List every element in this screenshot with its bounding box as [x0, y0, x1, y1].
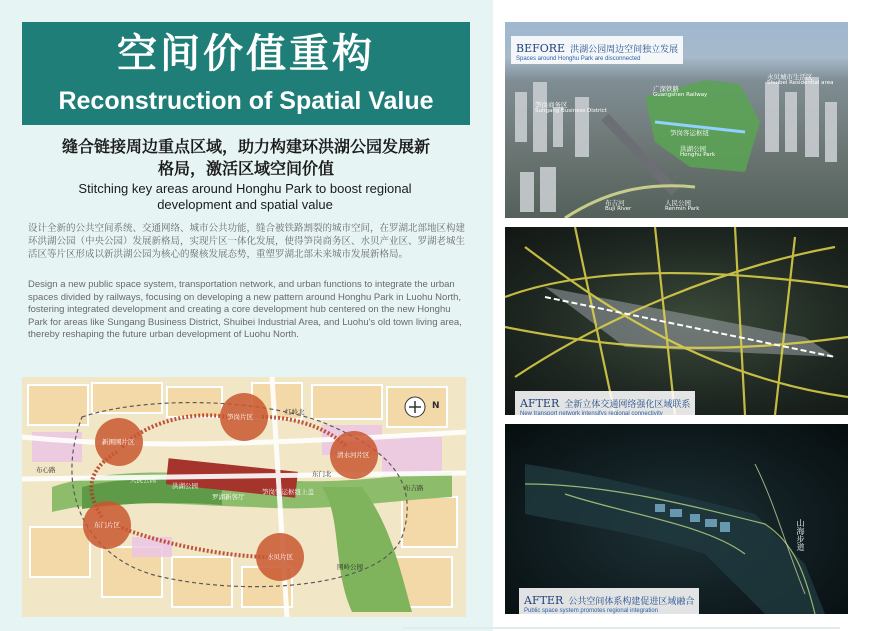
body-text-zh: 设计全新的公共空间系统、交通网络、城市公共功能，缝合被铁路割裂的城市空间，在罗湖北部地区构建环洪湖公园（中央公园）发展新格局，实现片区一体化发展，使得笋岗商务区、水贝产业区、罗湖老城生活区等片区形成以新洪湖公园为核心的聚核发展态势，重塑罗湖北部未来城市发展新格局。 [28, 223, 466, 260]
transport-caption-zh: 全新立体交通网络强化区域联系 [564, 400, 691, 410]
before-stage-label: BEFORE [516, 42, 566, 55]
public-space-caption [519, 588, 699, 614]
subtitle-zh-line1: 缝合链接周边重点区域，助力构建环洪湖公园发展新 [61, 137, 430, 156]
north-label: N [432, 401, 440, 411]
subtitle-en-line2: development and spatial value [157, 197, 333, 212]
before-caption-en: Spaces around Honghu Park are disconnected [516, 56, 641, 62]
before-caption-zh: 洪湖公园周边空间独立发展 [570, 45, 679, 55]
label-buji-river-en: Buji River [605, 206, 632, 212]
public-space-caption-en: Public space system promotes regional integration [524, 608, 659, 614]
bottom-divider [403, 627, 840, 629]
body-text-en: Design a new public space system, transportation network, and urban functions to integrate the urban spaces divided by railways, focusing on developing a new pattern around Honghu Park in Luohu North, fostering integrated development and creating a core development hub centered on the new Honghu Park for areas like Sungang Business District, Shuibei Industrial Area, and Luohu's old town living area, thereby reshaping the future urban development of Luohu North. [28, 279, 462, 341]
label-honghu-park: 洪湖公园 [680, 145, 706, 153]
subtitle-zh-line2: 格局，激活区域空间价值 [157, 159, 334, 178]
map-label-luohu-hub: 罗湖新客厅 [212, 493, 245, 501]
before-caption [511, 36, 683, 64]
label-railway-en: Guangshen Railway [653, 92, 708, 98]
transport-caption-en: New transport network intensifys regional connectivity [520, 411, 663, 415]
district-label-qingshuihe: 清水河片区 [337, 451, 370, 459]
label-honghu-park-en: Honghu Park [680, 152, 716, 158]
map-label-renmin-park: 人民公园 [130, 476, 156, 484]
page-title-en: Reconstruction of Spatial Value [58, 87, 434, 115]
label-renmin-park: 人民公园 [665, 199, 691, 207]
label-shuibei-en: Shuibei Residential area [767, 80, 834, 86]
map-label-dongmen-north: 东门北 [312, 470, 332, 478]
map-label-hongling: 红岭北 [285, 408, 305, 416]
before-aerial-photo [505, 22, 848, 218]
subtitle-en-line1: Stitching key areas around Honghu Park to boost regional [78, 181, 412, 196]
map-label-honghu-park: 洪湖公园 [172, 482, 198, 490]
transport-caption [515, 391, 695, 415]
public-space-caption-zh: 公共空间体系构建促进区域融合 [568, 597, 695, 607]
subtitle-zh [36, 136, 456, 180]
label-renmin-park-en: Renmin Park [665, 206, 700, 212]
subtitle-en [40, 181, 450, 213]
label-station: 笋岗客运枢纽 [670, 129, 709, 137]
map-label-station: 笋岗客运枢纽上盖 [262, 488, 314, 496]
label-sungang-cbd-en: Sungang Business District [535, 108, 607, 114]
district-label-sungang: 笋岗片区 [227, 413, 253, 421]
transport-stage-label: AFTER [520, 397, 560, 410]
label-sungang-cbd: 笋岗商务区 [535, 101, 568, 109]
district-label-dongmen: 东门片区 [94, 521, 120, 529]
map-label-weiling-park: 围岭公园 [337, 563, 363, 571]
title-banner [22, 22, 470, 125]
after-public-space-render [505, 424, 848, 614]
district-label-xinweiwei: 新围围片区 [102, 438, 135, 446]
label-railway: 广深铁路 [653, 85, 679, 93]
public-space-stage-label: AFTER [524, 594, 564, 607]
after-transport-render [505, 227, 848, 415]
map-label-buxin-road: 布心路 [36, 466, 56, 474]
page-title-zh: 空间价值重构 [117, 31, 375, 77]
master-plan-map [22, 377, 466, 617]
district-label-shuibei: 水贝片区 [267, 553, 293, 561]
label-buji-river: 布吉河 [605, 199, 625, 207]
transport-render-drawing [505, 227, 848, 415]
label-mountain-trail: 山海步道 [796, 519, 805, 551]
map-label-bujin-road: 布吉路 [404, 484, 424, 492]
label-shuibei: 水贝城市生活区 [767, 73, 813, 81]
